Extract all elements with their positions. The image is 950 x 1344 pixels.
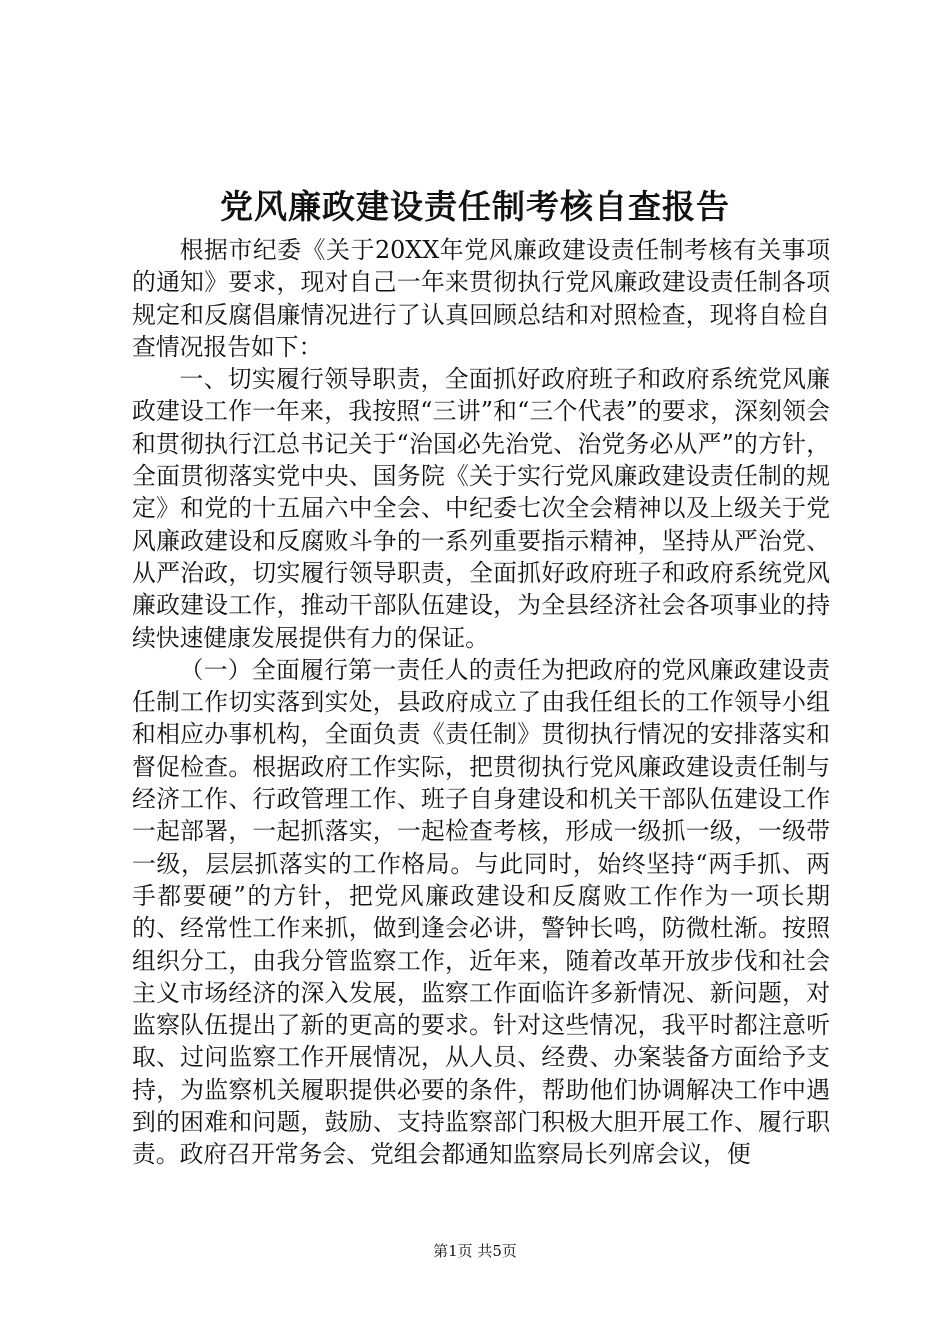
document-body (132, 234, 830, 1171)
page-number-footer: 第1页 共5页 (433, 1242, 517, 1260)
intro-paragraph: 根据市纪委《关于20XX年党风廉政建设责任制考核有关事项的通知》要求，现对自己一年来贯彻执行党风廉政建设责任制各项规定和反腐倡廉情况进行了认真回顾总结和对照检查，现将自检自查情况报告如下： (132, 236, 830, 361)
document-title: 党风廉政建设责任制考核自查报告 (220, 187, 730, 226)
section-one-paragraph: 一、切实履行领导职责，全面抓好政府班子和政府系统党风廉政建设工作一年来，我按照“三讲”和“三个代表”的要求，深刻领会和贯彻执行江总书记关于“治国必先治党、治党务必从严”的方针，全面贯彻落实党中央、国务院《关于实行党风廉政建设责任制的规定》和党的十五届六中全会、中纪委七次全会精神以及上级关于党风廉政建设和反腐败斗争的一系列重要指示精神，坚持从严治党、从严治政，切实履行领导职责，全面抓好政府班子和政府系统党风廉政建设工作，推动干部队伍建设，为全县经济社会各项事业的持续快速健康发展提供有力的保证。 (132, 365, 830, 652)
subsection-one-paragraph: （一）全面履行第一责任人的责任为把政府的党风廉政建设责任制工作切实落到实处，县政府成立了由我任组长的工作领导小组和相应办事机构，全面负责《责任制》贯彻执行情况的安排落实和督促检查。根据政府工作实际，把贯彻执行党风廉政建设责任制与经济工作、行政管理工作、班子自身建设和机关干部队伍建设工作一起部署，一起抓落实，一起检查考核，形成一级抓一级，一级带一级，层层抓落实的工作格局。与此同时，始终坚持“两手抓、两手都要硬”的方针，把党风廉政建设和反腐败工作作为一项长期的、经常性工作来抓，做到逢会必讲，警钟长鸣，防微杜渐。按照组织分工，由我分管监察工作，近年来，随着改革开放步伐和社会主义市场经济的深入发展，监察工作面临许多新情况、新问题，对监察队伍提出了新的更高的要求。针对这些情况，我平时都注意听取、过问监察工作开展情况，从人员、经费、办案装备方面给予支持，为监察机关履职提供必要的条件，帮助他们协调解决工作中遇到的困难和问题，鼓励、支持监察部门积极大胆开展工作、履行职责。政府召开常务会、党组会都通知监察局长列席会议，便 (132, 655, 830, 1169)
